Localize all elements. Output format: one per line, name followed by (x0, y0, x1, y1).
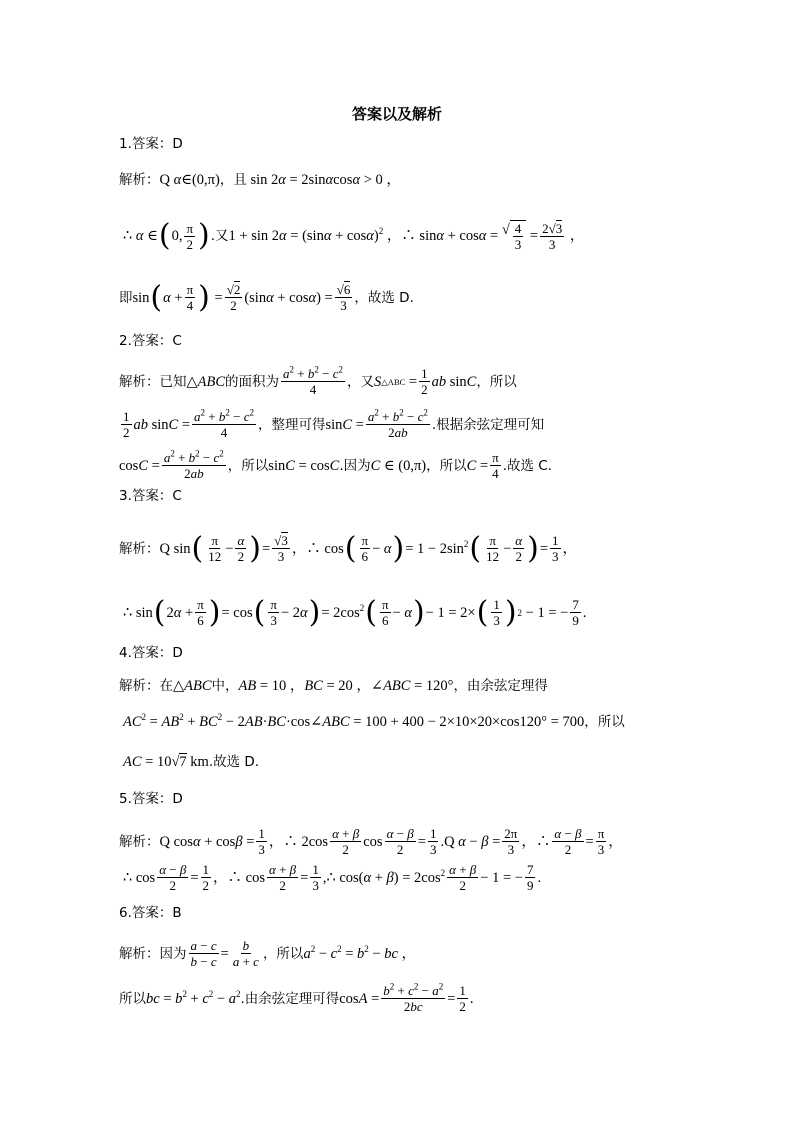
q6-line2: 所以 bc = $b^2 + c^2 - a^2$ .由余弦定理可得 cosA = $\frac{b^2 + c^2 - a^2}{2bc}$ = $\frac{1}{2}$ . (119, 981, 474, 1014)
q2-line3: cosC = $\frac{a^2 + b^2 - c^2}{2ab}$ ，所以 sinC = cosC .因为 C ∈ (0,π) ，所以 C = $\frac{\pi}{4}$ .故选 C. (119, 448, 553, 481)
q4-answer: 4.答案：D (119, 645, 183, 661)
q3-line2: ∴ sin ( 2α + $\frac{\pi}{6}$ ) = cos ( $\frac{\pi}{3}$ − 2α ) = $2\cos^2$ ( $\frac{\pi}{6}$ − α ) − 1 = 2× ( $\frac{1}{3}$ ) 2 − 1 = − $\frac{7}{9}$ . (123, 594, 587, 630)
q6-line1: 解析： 因为 $\frac{a - c}{b - c}$ = $\frac{b}{a + c}$ ，所以 $a^2 - c^2 = b^2$ − bc ， (119, 938, 416, 969)
q5-line1: 解析： Q cosα + cosβ = $\frac{1}{3}$ ，∴ 2cos $\frac{\alpha + \beta}{2}$ cos $\frac{\alpha - \beta}{2}$ = $\frac{1}{3}$ .Q α − β = $\frac{2\pi}{3}$ ，∴ $\frac{\alpha - \beta}{2}$ = $\frac{\pi}{3}$ ， (119, 826, 623, 857)
q2-answer: 2.答案：C (119, 333, 182, 349)
q3-answer: 3.答案：C (119, 488, 182, 504)
page-title: 答案以及解析 (351, 105, 442, 123)
q2-line2: $\frac{1}{2}$ ab sinC = $\frac{a^2 + b^2 - c^2}{4}$ ，整理可得 sinC = $\frac{a^2 + b^2 - c^2}{2ab}$ .根据余弦定理可知 (123, 407, 545, 440)
q1-line3: 即 sin ( α + $\frac{\pi}{4}$ ) = $\frac{√2}{2}$ (sinα + cosα) = $\frac{√6}{3}$ ，故选 D. (119, 279, 414, 315)
q3-line1: 解析： Q sin ( $\frac{\pi}{12}$ − $\frac{\alpha}{2}$ ) = $\frac{√3}{3}$ ，∴ cos ( $\frac{\pi}{6}$ − α ) = $1 - 2\sin^2$ ( $\frac{\pi}{12}$ − $\frac{\alpha}{2}$ ) = $\frac{1}{3}$ ， (119, 530, 578, 566)
q1-line1: 解析： Q α∈(0,π) ，且 sin 2α = 2sinαcosα > 0 ， (119, 172, 401, 188)
q1-answer: 1.答案：D (119, 136, 183, 152)
q4-line1: 解析： 在 △ABC 中， AB = 10 ，BC = 20 ，∠ABC = 120° ，由余弦定理得 (119, 678, 548, 694)
q4-line3: AC = 10√7 km .故选 D. (123, 754, 260, 770)
q2-line1: 解析： 已知 △ABC 的面积为 $\frac{a^2 + b^2 - c^2}{4}$ ，又 S △ABC = $\frac{1}{2}$ ab sinC ，所以 (119, 364, 517, 397)
q5-line2: ∴ cos $\frac{\alpha - \beta}{2}$ = $\frac{1}{2}$ ，∴ cos $\frac{\alpha + \beta}{2}$ = $\frac{1}{3}$ ,∴ $\cos(\alpha + \beta) = 2\cos^2$ $\frac{\alpha + \beta}{2}$ − 1 = − $\frac{7}{9}$ . (123, 862, 542, 893)
q1-line2: ∴ α ∈ ( 0, $\frac{\pi}{2}$ ) .又 $1 + \sin 2\alpha = (\sin\alpha + \cos\alpha)^2$ ，∴ sinα + cosα = √ $\frac{4}{3}$ = $\frac{2√3}{3}$ ， (123, 218, 585, 253)
q6-answer: 6.答案：B (119, 905, 182, 921)
q4-line2: $AC^2 = AB^2 + BC^2$ − 2AB·BC·cos∠ABC = 100 + 400 − 2×10×20×cos120° = 700 ，所以 (123, 712, 625, 730)
q5-answer: 5.答案：D (119, 791, 183, 807)
